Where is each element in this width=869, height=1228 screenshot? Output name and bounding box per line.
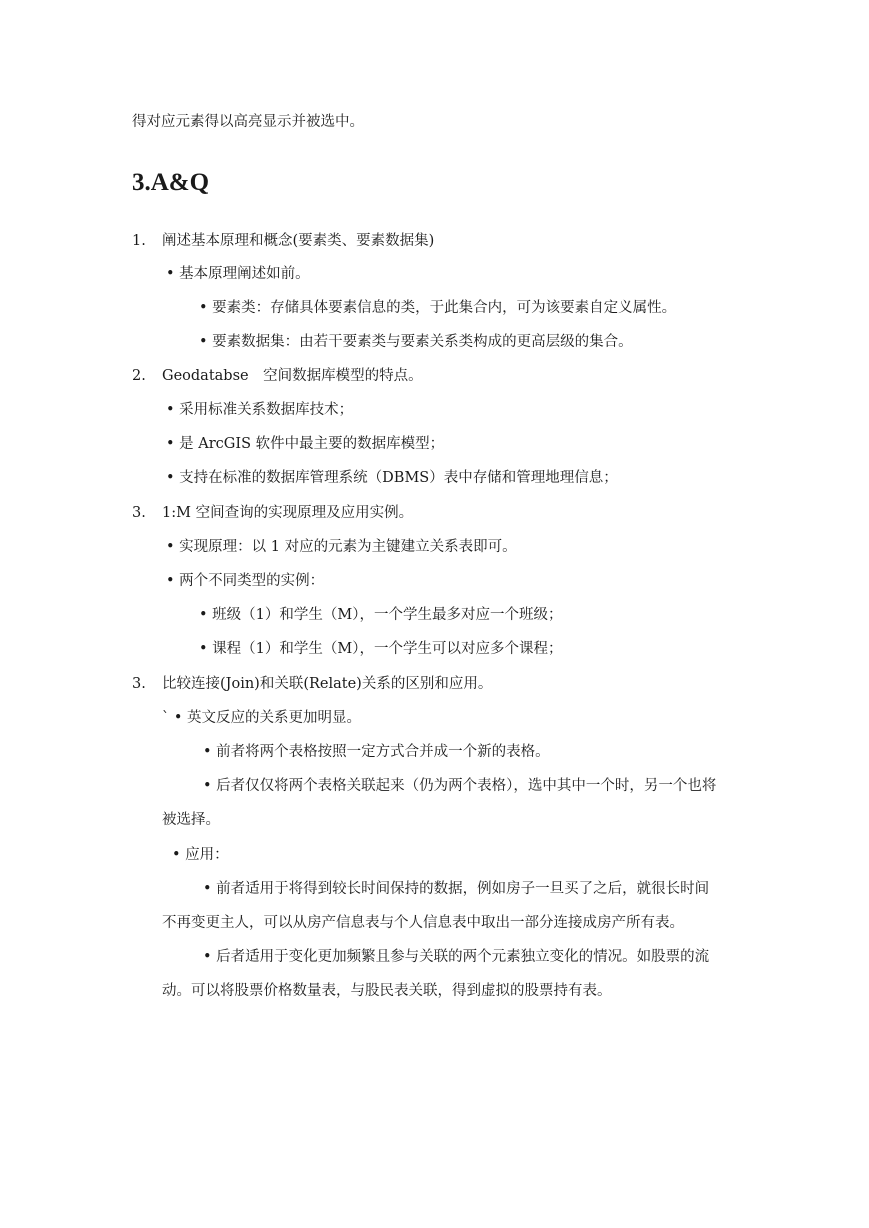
bullet-line: • 实现原理：以 1 对应的元素为主键建立关系表即可。 [166, 539, 517, 555]
bullet-continuation: 不再变更主人，可以从房产信息表与个人信息表中取出一部分连接成房产所有表。 [162, 915, 684, 931]
item-number: 3. [132, 676, 146, 692]
bullet-continuation: 被选择。 [162, 812, 220, 828]
bullet-line: • 后者仅仅将两个表格关联起来（仍为两个表格），选中其中一个时，另一个也将 [203, 778, 717, 794]
bullet-line: • 前者适用于将得到较长时间保持的数据，例如房子一旦买了之后，就很长时间 [203, 881, 710, 897]
bullet-line: • 采用标准关系数据库技术； [166, 402, 354, 418]
item-number: 2. [132, 368, 146, 384]
item-question: 1:M 空间查询的实现原理及应用实例。 [162, 505, 414, 521]
bullet-line: • 要素类：存储具体要素信息的类，于此集合内，可为该要素自定义属性。 [199, 300, 677, 316]
intro-text: 得对应元素得以高亮显示并被选中。 [132, 114, 364, 130]
section-heading: 3.A&Q [132, 169, 210, 196]
bullet-line: ` • 英文反应的关系更加明显。 [162, 710, 362, 726]
bullet-line: • 应用： [172, 847, 229, 863]
bullet-line: • 两个不同类型的实例： [166, 573, 325, 589]
bullet-line: • 是 ArcGIS 软件中最主要的数据库模型； [166, 436, 445, 452]
bullet-line: • 前者将两个表格按照一定方式合并成一个新的表格。 [203, 744, 550, 760]
bullet-line: • 基本原理阐述如前。 [166, 266, 310, 282]
bullet-line: • 班级（1）和学生（M），一个学生最多对应一个班级； [199, 607, 563, 623]
bullet-line: • 支持在标准的数据库管理系统（DBMS）表中存储和管理地理信息； [166, 470, 618, 486]
bullet-line: • 后者适用于变化更加频繁且参与关联的两个元素独立变化的情况。如股票的流 [203, 949, 710, 965]
bullet-continuation: 动。可以将股票价格数量表，与股民表关联，得到虚拟的股票持有表。 [162, 983, 612, 999]
item-number: 3. [132, 505, 146, 521]
bullet-line: • 课程（1）和学生（M），一个学生可以对应多个课程； [199, 641, 563, 657]
item-question: Geodatabse 空间数据库模型的特点。 [162, 368, 423, 384]
bullet-line: • 要素数据集：由若干要素类与要素关系类构成的更高层级的集合。 [199, 334, 633, 350]
item-question: 比较连接(Join)和关联(Relate)关系的区别和应用。 [162, 676, 493, 692]
item-number: 1. [132, 233, 146, 249]
item-question: 阐述基本原理和概念(要素类、要素数据集) [162, 233, 435, 249]
